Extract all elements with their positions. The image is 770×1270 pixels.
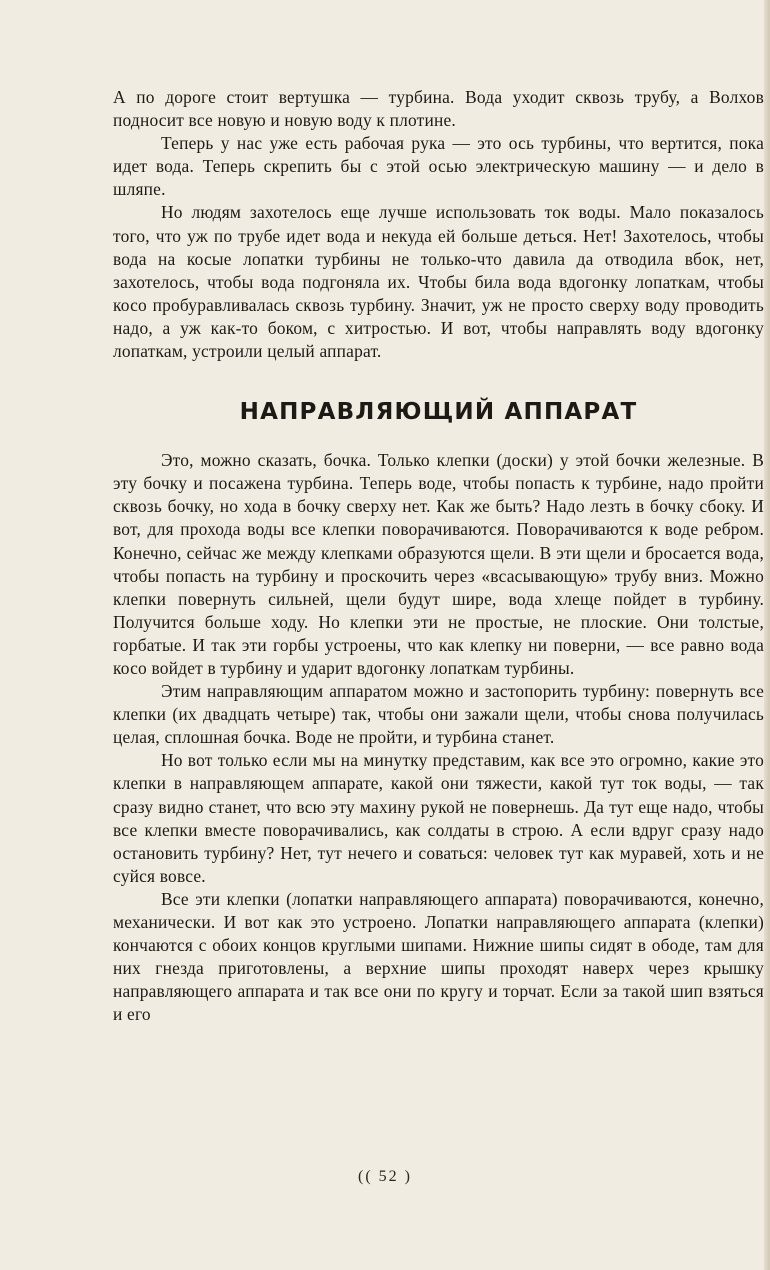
- paragraph: Теперь у нас уже есть рабочая рука — это ось турбины, что вертится, пока идет вода. Теперь скрепить бы с этой осью электрическую машину — и дело в шляпе.: [113, 133, 764, 200]
- page-body: [113, 86, 764, 1026]
- paragraph: Но людям захотелось еще лучше использовать ток воды. Мало показалось того, что уж по трубе идет вода и некуда ей больше деться. Нет! Захотелось, чтобы вода на косые лопатки турбины не только-что давила да отводила вбок, нет, захотелось, чтобы вода подгоняла их. Чтобы била вода вдогонку лопаткам, чтобы косо пробуравливалась сквозь турбину. Значит, уж не просто сверху воду проводить надо, а уж как-то боком, с хитростью. И вот, чтобы направлять воду вдогонку лопаткам, устроили целый аппарат.: [113, 202, 764, 362]
- paragraph: Этим направляющим аппаратом можно и застопорить турбину: повернуть все клепки (их двадцать четыре) так, чтобы они зажали щели, чтобы снова получилась целая, сплошная бочка. Воде не пройти, и турбина станет.: [113, 681, 764, 748]
- paragraph: Это, можно сказать, бочка. Только клепки (доски) у этой бочки железные. В эту бочку и посажена турбина. Теперь воде, чтобы попасть к турбине, надо пройти сквозь бочку, но хода в бочку сверху нет. Как же быть? Надо лезть в бочку сбоку. И вот, для прохода воды все клепки поворачиваются. Поворачиваются к воде ребром. Конечно, сейчас же между клепками образуются щели. В эти щели и бросается вода, чтобы попасть на турбину и проскочить через «всасывающую» трубу вниз. Можно клепки повернуть сильней, щели будут шире, вода хлеще пойдет в турбину. Получится больше ходу. Но клепки эти не простые, не плоские. Они толстые, горбатые. И так эти горбы устроены, что как клепку ни поверни, — все равно вода косо войдет в турбину и ударит вдогонку лопаткам турбины.: [113, 450, 764, 678]
- paragraph: Все эти клепки (лопатки направляющего аппарата) поворачиваются, конечно, механически. И вот как это устроено. Лопатки направляющего аппарата (клепки) кончаются с обоих концов круглыми шипами. Нижние шипы сидят в ободе, там для них гнезда приготовлены, а верхние шипы проходят наверх через крышку направляющего аппарата и так все они по кругу и торчат. Если за такой шип взяться и его: [113, 888, 764, 1025]
- paragraph: А по дороге стоит вертушка — турбина. Вода уходит сквозь трубу, а Волхов подносит все новую и новую воду к плотине.: [113, 87, 764, 131]
- section-heading: НАПРАВЛЯЮЩИЙ АППАРАТ: [239, 399, 638, 426]
- paragraph: Но вот только если мы на минутку представим, как все это огромно, какие это клепки в направляющем аппарате, какой они тяжести, какой тут ток воды, — так сразу видно станет, что всю эту махину рукой не повернешь. Да тут еще надо, чтобы все клепки вместе поворачивались, как солдаты в строю. А если вдруг сразу надо остановить турбину? Нет, тут нечего и соваться: человек тут как муравей, хоть и не суйся вовсе.: [113, 750, 764, 886]
- page-edge: [764, 0, 770, 1270]
- page-number: (( 52 ): [358, 1168, 412, 1185]
